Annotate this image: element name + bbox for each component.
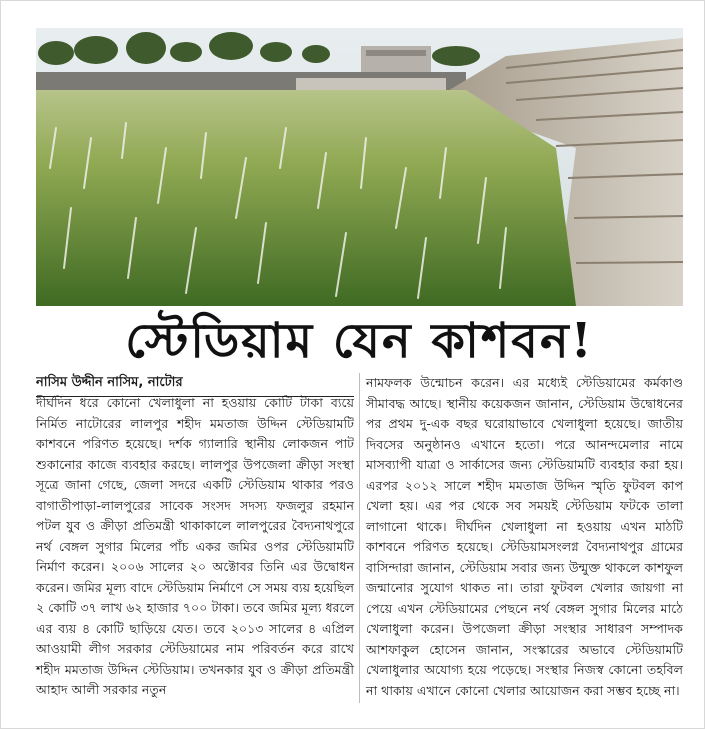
column-divider: [359, 373, 360, 703]
article-text-right: নামফলক উন্মোচন করেন। এর মধ্যেই স্টেডিয়ামের কর্মকাণ্ড সীমাবদ্ধ আছে। স্থানীয় কয়েকজন জানান, স্টেডিয়াম উদ্বোধনের পর প্রথম দু-এক বছর ঘরোয়াভাবে খেলাধুলা হয়েছে। জাতীয় দিবসের অনুষ্ঠানও এখানে হতো। পরে আনন্দমেলার নামে মাসব্যাপী যাত্রা ও সার্কাসের জন্য স্টেডিয়ামটি ব্যবহার করা হয়। এরপর ২০১২ সালে শহীদ মমতাজ উদ্দিন স্মৃতি ফুটবল কাপ খেলা হয়। এর পর থেকে সব সময়ই স্টেডিয়াম ফটকে তালা লাগানো থাকে। দীর্ঘদিন খেলাধুলা না হওয়ায় এখন মাঠটি কাশবনে পরিণত হয়েছে। স্টেডিয়ামসংলগ্ন বৈদ্যনাথপুর গ্রামের বাসিন্দারা জানান, স্টেডিয়াম সবার জন্য উন্মুক্ত থাকলে কাশফুল জন্মানোর সুযোগ থাকত না। তারা ফুটবল খেলার জায়গা না পেয়ে এখন স্টেডিয়ামের পেছনে নর্থ বেঙ্গল সুগার মিলের মাঠে খেলাধুলা করেন। উপজেলা ক্রীড়া সংস্থার সাধারণ সম্পাদক আশফাকুল হোসেন জানান, সংস্কারের অভাবে স্টেডিয়ামটি খেলাধুলার অযোগ্য হয়ে পড়েছে। সংস্থার নিজস্ব কোনো তহবিল না থাকায় এখানে কোনো খেলার আয়োজন করা সম্ভব হচ্ছে না।: [366, 375, 683, 698]
byline: নাসিম উদ্দীন নাসিম, নাটোর: [36, 373, 354, 397]
article-column-right: [366, 373, 683, 701]
stadium-photo: [36, 28, 683, 306]
kash-field-image: [36, 28, 683, 306]
article-text-left: দীর্ঘদিন ধরে কোনো খেলাধুলা না হওয়ায় কোটি টাকা ব্যয়ে নির্মিত নাটোরের লালপুর শহীদ মমতাজ উদ্দিন স্টেডিয়ামটি কাশবনে পরিণত হয়েছে। দর্শক গ্যালারি স্থানীয় লোকজন পাট শুকানোর কাজে ব্যবহার করছে। লালপুর উপজেলা ক্রীড়া সংস্থা সূত্রে জানা গেছে, জেলা সদরে একটি স্টেডিয়াম থাকার পরও বাগাতীপাড়া-লালপুরের সাবেক সংসদ সদস্য ফজলুর রহমান পটল যুব ও ক্রীড়া প্রতিমন্ত্রী থাকাকালে লালপুরের বৈদ্যনাথপুরে নর্থ বেঙ্গল সুগার মিলের পাঁচ একর জমির ওপর স্টেডিয়ামটি নির্মাণ করেন। ২০০৬ সালের ২০ অক্টোবর তিনি এর উদ্বোধন করেন। জমির মূল্য বাদে স্টেডিয়াম নির্মাণে সে সময় ব্যয় হয়েছিল ২ কোটি ৩৭ লাখ ৬২ হাজার ৭০০ টাকা। তবে জমির মূল্য ধরলে এর ব্যয় ৪ কোটি ছাড়িয়ে যেত। তবে ২০১৩ সালের ৪ এপ্রিল আওয়ামী লীগ সরকার স্টেডিয়ামের নাম পরিবর্তন করে রাখে শহীদ মমতাজ উদ্দিন স্টেডিয়াম। তখনকার যুব ও ক্রীড়া প্রতিমন্ত্রী আহাদ আলী সরকার নতুন: [36, 395, 354, 697]
headline: স্টেডিয়াম যেন কাশবন!: [125, 313, 594, 369]
article-column-left: [36, 393, 354, 701]
